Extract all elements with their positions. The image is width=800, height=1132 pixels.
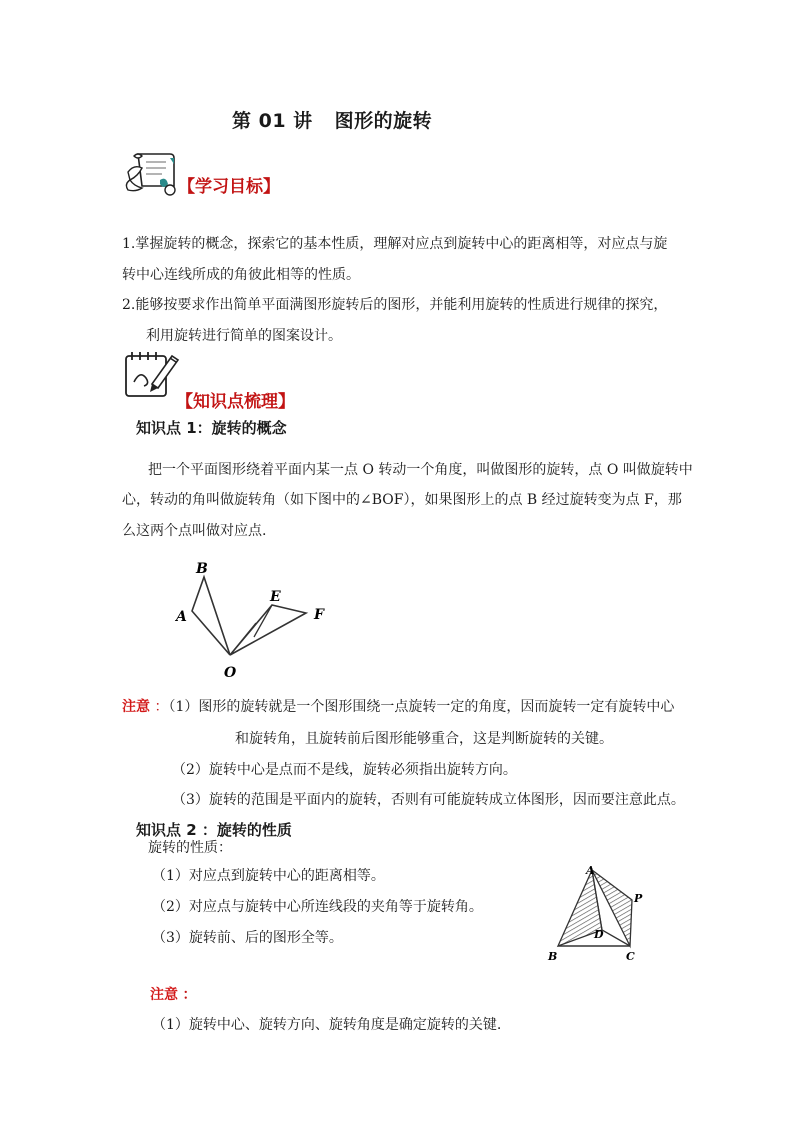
label-e: E: [270, 589, 281, 605]
note-2-item-1: （1）旋转中心、旋转方向、旋转角度是确定旋转的关键.: [152, 1017, 502, 1033]
goal-1-line-1: 1.掌握旋转的概念，探索它的基本性质，理解对应点到旋转中心的距离相等，对应点与旋: [122, 236, 668, 252]
label-f: F: [314, 607, 324, 623]
kp2-heading: 知识点 2 ：旋转的性质: [136, 821, 292, 839]
kp2-item-2: （2）对应点与旋转中心所连线段的夹角等于旋转角。: [152, 899, 483, 915]
label-d: D: [594, 928, 604, 941]
label-b2: B: [548, 950, 558, 963]
rotation-figure-abc: [540, 860, 646, 968]
label-p: P: [634, 892, 643, 905]
lecture-topic: 图形的旋转: [334, 110, 433, 132]
label-a: A: [176, 609, 187, 625]
scroll-quill-icon: [120, 150, 182, 198]
label-c: C: [626, 950, 635, 963]
notepad-pencil-icon: [120, 348, 182, 400]
note-label: 注意: [122, 699, 150, 715]
label-b: B: [196, 561, 208, 577]
note-separator: ：: [154, 699, 169, 715]
note-1-item-1-line-2: 和旋转角，且旋转前后图形能够重合，这是判断旋转的关键。: [235, 731, 613, 747]
kp2-intro: 旋转的性质：: [148, 840, 232, 856]
goal-2-line-2: 利用旋转进行简单的图案设计。: [146, 328, 342, 344]
lecture-number: 第 01 讲: [232, 110, 313, 132]
knowledge-label: 【知识点梳理】: [176, 392, 295, 412]
learning-goals-label: 【学习目标】: [178, 177, 280, 197]
note-2-separator: ：: [182, 987, 197, 1003]
kp2-item-3: （3）旋转前、后的图形全等。: [152, 930, 343, 946]
rotation-figure-bof: [168, 555, 348, 683]
kp1-text-line-1: 把一个平面图形绕着平面内某一点 O 转动一个角度，叫做图形的旋转，点 O 叫做旋转中: [148, 462, 693, 478]
label-o: O: [224, 665, 237, 681]
label-a2: A: [586, 864, 595, 877]
goal-1-line-2: 转中心连线所成的角彼此相等的性质。: [122, 267, 360, 283]
note-2-heading: [150, 985, 196, 1005]
note-1-line-1: [122, 697, 674, 717]
note-2-label: 注意: [150, 987, 178, 1003]
kp1-text-line-2: 心，转动的角叫做旋转角（如下图中的∠BOF），如果图形上的点 B 经过旋转变为点 F，那: [122, 492, 682, 508]
kp1-heading: 知识点 1：旋转的概念: [136, 419, 287, 437]
note-1-item-3: （3）旋转的范围是平面内的旋转，否则有可能旋转成立体图形，因而要注意此点。: [172, 792, 685, 808]
note-1-item-1-line-1: （1）图形的旋转就是一个图形围绕一点旋转一定的角度，因而旋转一定有旋转中心: [168, 699, 675, 715]
kp1-text-line-3: 么这两个点叫做对应点.: [122, 523, 267, 539]
page-title: [232, 106, 432, 133]
goal-2-line-1: 2.能够按要求作出简单平面满图形旋转后的图形，并能利用旋转的性质进行规律的探究，: [122, 297, 668, 313]
note-1-item-2: （2）旋转中心是点而不是线，旋转必须指出旋转方向。: [172, 762, 517, 778]
kp2-item-1: （1）对应点到旋转中心的距离相等。: [152, 868, 385, 884]
